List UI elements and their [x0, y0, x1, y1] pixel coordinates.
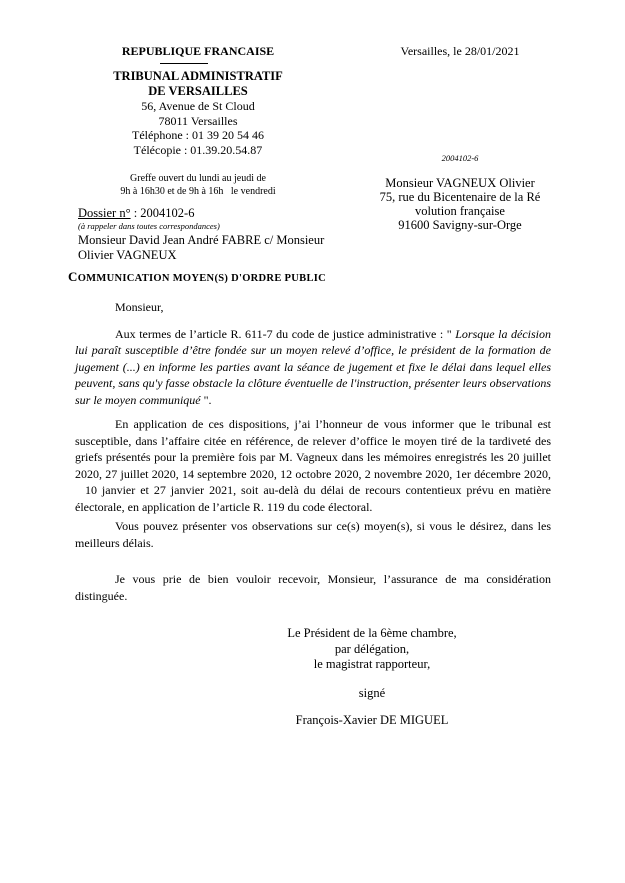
parties-line-1: Monsieur David Jean André FABRE c/ Monsieur	[78, 233, 325, 247]
letterhead	[63, 44, 333, 198]
recipient-line-2: 75, rue du Bicentenaire de la Ré	[379, 190, 541, 204]
dossier-note: (à rappeler dans toutes correspondances)	[78, 220, 220, 231]
parties-line-2: Olivier VAGNEUX	[78, 247, 177, 262]
divider-rule	[160, 63, 208, 64]
phone-line: Téléphone : 01 39 20 54 46	[132, 128, 264, 142]
recipient-line-4: 91600 Savigny-sur-Orge	[398, 218, 522, 232]
paragraph-legal-quote: Aux termes de l’article R. 611-7 du code de justice administrative : " Lorsque la décision lui paraît susceptible d’être fondée sur un moyen relevé d’office, le président de la formation de jugement (...) en informe les parties avant la séance de jugement et fixe le délai dans lequel elles peuvent, sans qu'y fasse obstacle la clôture éventuelle de l'instruction, présenter leurs observations sur le moyen communiqué ".	[75, 326, 551, 407]
signature-role-2: par délégation,	[334, 641, 410, 656]
signatory-name: François-Xavier DE MIGUEL	[295, 713, 449, 727]
paragraph-closing: Je vous prie de bien vouloir recevoir, Monsieur, l’assurance de ma considération distinguée.	[75, 572, 551, 603]
court-name-line1: TRIBUNAL ADMINISTRATIF	[113, 69, 283, 83]
fax-line: Télécopie : 01.39.20.54.87	[133, 142, 263, 157]
header-right-column	[345, 44, 575, 232]
letter-body	[75, 299, 551, 604]
greffe-hours	[63, 172, 333, 198]
dossier-number: : 2004102-6	[130, 206, 195, 220]
dossier-block	[78, 206, 343, 262]
parties-block	[78, 233, 343, 262]
postal-city: 78011 Versailles	[158, 113, 238, 128]
greffe-hours-line2: 9h à 16h30 et de 9h à 16h le vendredi	[120, 186, 276, 197]
paragraph-observations: Vous pouvez présenter vos observations sur ce(s) moyen(s), si vous le désirez, dans les meilleurs délais.	[75, 519, 551, 550]
signed-label: signé	[358, 685, 386, 700]
salutation: Monsieur,	[115, 300, 164, 314]
court-name-line2: DE VERSAILLES	[148, 84, 248, 98]
place-date: Versailles, le 28/01/2021	[400, 44, 520, 58]
recipient-line-1: Monsieur VAGNEUX Olivier	[385, 176, 535, 190]
recipient-line-3: volution française	[415, 204, 505, 218]
greffe-hours-line1: Greffe ouvert du lundi au jeudi de	[130, 173, 266, 184]
signature-role-1: Le Président de la 6ème chambre,	[287, 626, 457, 640]
recipient-block	[345, 176, 575, 232]
reference-number: 2004102-6	[441, 153, 479, 163]
paragraph-notification: En application de ces dispositions, j’ai l’honneur de vous informer que le tribunal est susceptible, dans l’affaire citée en référence, de relever d’office le moyen tiré de la tardiveté des griefs présentés pour la première fois par M. Vagneux dans les mémoires enregistrés les 20 juillet 2020, 27 juillet 2020, 14 septembre 2020, 12 octobre 2020, 2 novembre 2020, 1er décembre 2020, 10 janvier et 27 janvier 2021, soit au-delà du délai de recours contentieux prévu en matière électorale, en application de l’article R. 119 du code électoral.	[75, 417, 551, 514]
signature-block	[222, 626, 522, 729]
subject-heading: COMMUNICATION MOYEN(S) D'ORDRE PUBLIC	[68, 269, 327, 284]
signature-role-3: le magistrat rapporteur,	[313, 657, 431, 671]
dossier-line	[78, 206, 343, 221]
republic-title: REPUBLIQUE FRANCAISE	[121, 44, 275, 58]
dossier-label: Dossier n°	[78, 206, 131, 220]
street-address: 56, Avenue de St Cloud	[141, 99, 255, 113]
